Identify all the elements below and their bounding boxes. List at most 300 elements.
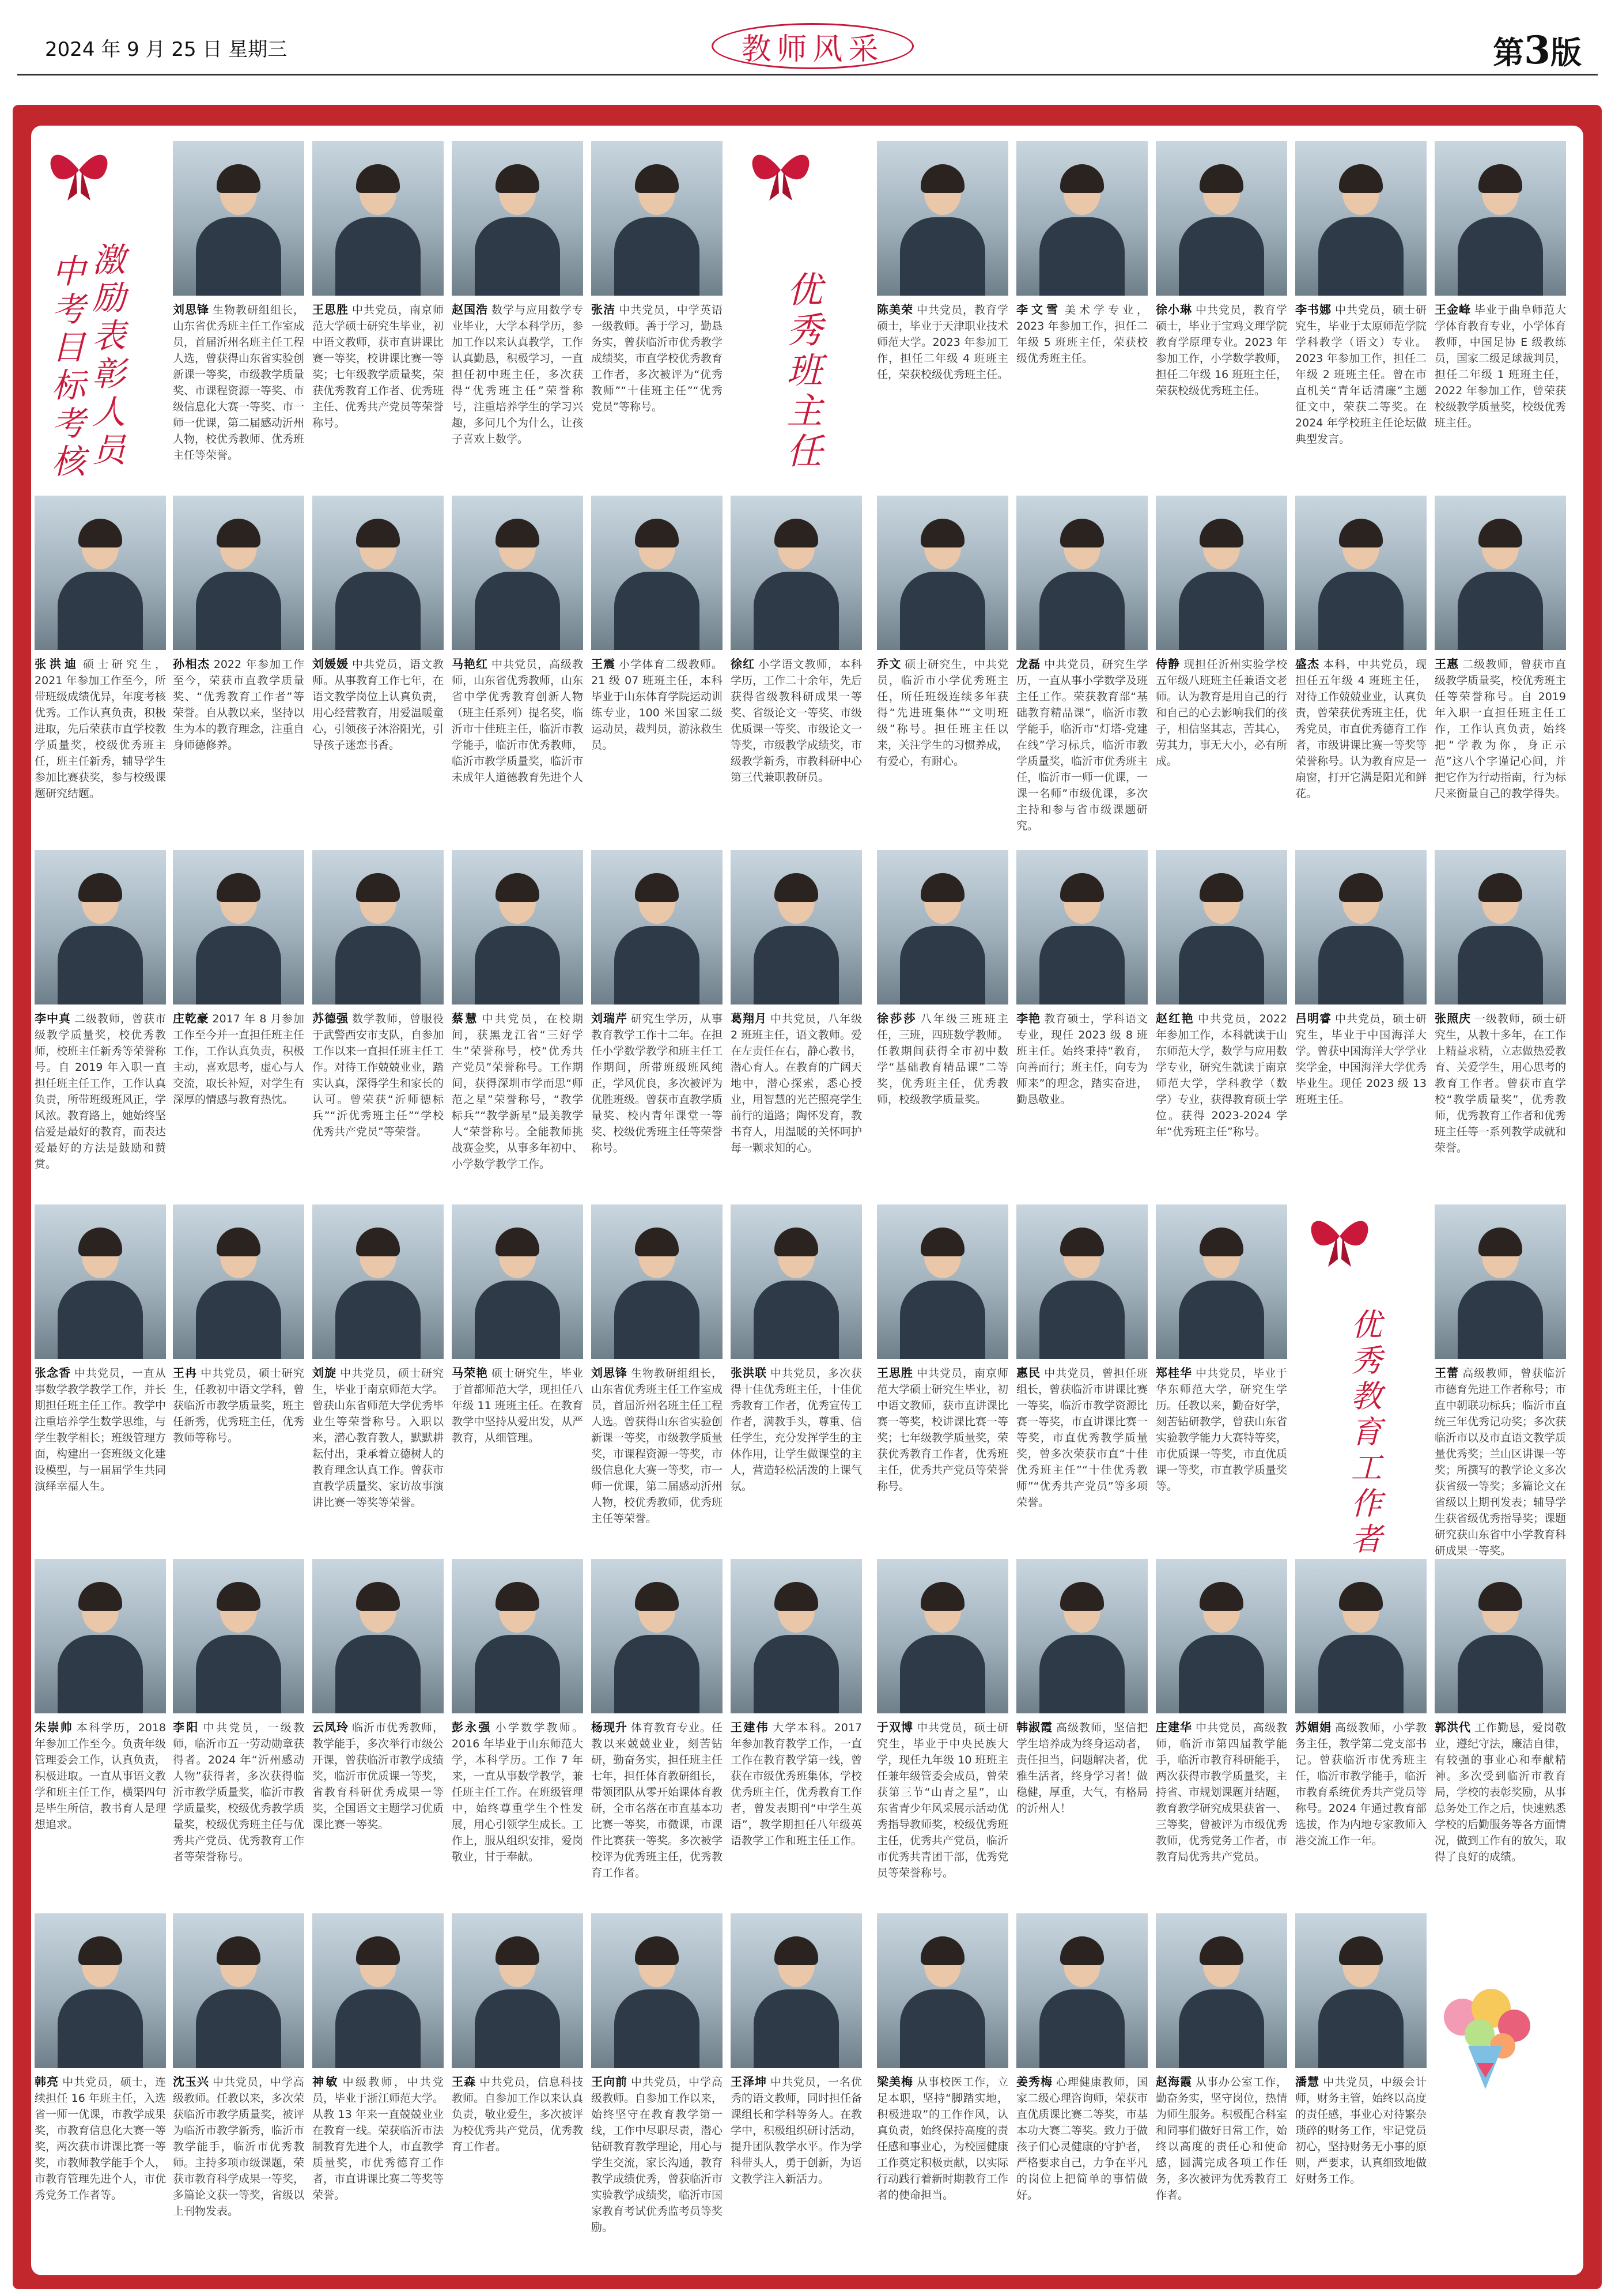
person-card <box>1295 850 1427 1108</box>
person-card <box>1016 1913 1148 2203</box>
portrait-photo <box>731 496 862 650</box>
person-card <box>731 1559 862 1849</box>
portrait-photo <box>591 1204 723 1359</box>
person-card <box>591 496 723 753</box>
person-name: 李中真 <box>35 1011 71 1025</box>
person-card <box>731 1204 862 1494</box>
person-bio-text: 2022 年参加工作至今，荣获市直教学质量奖、“优秀教育工作者”等荣誉。自从教以来，坚持以生为本的教育理念，注重自身师德修养。 <box>173 658 305 752</box>
portrait-photo <box>312 1559 444 1713</box>
person-name: 王蕾 <box>1435 1366 1459 1380</box>
person-name: 张洁 <box>591 303 616 316</box>
person-bio-text: 高级教师，小学教务主任，教学第二党支部书记。曾获临沂市优秀班主任，临沂市教学能手，临沂市教育系统优秀共产党员等称号。2024 年通过教育部选拔，作为内地专家教师入港交流工作一年。 <box>1295 1721 1427 1847</box>
person-bio <box>1295 1010 1427 1108</box>
portrait-photo <box>1295 1559 1427 1713</box>
person-name: 王震 <box>591 657 616 671</box>
portrait-photo <box>1016 850 1148 1004</box>
person-bio-text: 体育教育专业。任教以来兢兢业业，刻苦钻研，勤奋务实，担任班主任七年，担任体育教研组长，带领团队从零开始课体育教研，全市名落在市直基本功比赛一等奖，市微课，市课件比赛获一等奖。多次被学校评为优秀班主任，优秀教育工作者。 <box>591 1721 723 1879</box>
header-rule <box>17 74 1598 75</box>
person-name: 王向前 <box>591 2075 627 2089</box>
person-card <box>591 850 723 1156</box>
person-name: 韩淑霞 <box>1016 1720 1053 1734</box>
portrait-photo <box>452 1559 583 1713</box>
person-bio <box>877 1719 1008 1881</box>
person-bio-text: 大学本科。2017 年参加教育教学工作，一直工作在教育教学第一线，曾获在市级优秀班集体，学校优秀班主任，优秀教育工作者，曾发表期刊“中学生英语”，教学期担任八年级英语教学工作和班主任工作。 <box>731 1721 863 1847</box>
person-bio-text: 一级教师，硕士研究生，从教十多年，在工作上精益求精，立志做热爱教育、关爱学生，用心思考的教育工作者。曾获市直学校“教学质量奖”，优秀教师，优秀教育工作者和优秀班主任等一系列教学成就和荣誉。 <box>1435 1013 1567 1154</box>
person-bio-text: 中共党员，2022 年参加工作，本科就读于山东师范大学，数学与应用数学专业，研究生就读于南京师范大学，学科教学（数学）专业，获得教育硕士学位。获得 2023-2024 学年“优秀班主任”称号。 <box>1156 1013 1288 1138</box>
person-bio <box>1016 656 1148 834</box>
portrait-photo <box>877 141 1008 296</box>
portrait-photo <box>312 1913 444 2068</box>
person-bio <box>1435 301 1566 431</box>
person-bio <box>173 1365 304 1446</box>
portrait-photo <box>877 1559 1008 1713</box>
person-bio-text: 小学数学教师。2016 年毕业于山东师范大学，本科学历。工作 7 年来，一直从事数学教学，兼任班主任工作。在班级管理中，始终尊重学生个性发展，用心引领学生成长。工作上，服从组织安排，爱岗敬业，甘于奉献。 <box>452 1721 584 1863</box>
portrait-photo <box>1435 1204 1566 1359</box>
person-bio-text: 中共党员，研究生学历，一直从事小学数学及班主任工作。荣获教育部“基础教育精品课”，临沂市教学能手，临沂市“灯塔-党建在线”学习标兵，临沂市教学质量奖，临沂市优秀班主任，临沂市一师一优课，一课一名师”市级优课，多次主持和参与省市级课题研究。 <box>1016 658 1148 832</box>
person-bio <box>35 1010 166 1172</box>
portrait-photo <box>1016 1913 1148 2068</box>
person-name: 杨现升 <box>591 1720 627 1734</box>
person-bio-text: 中共党员，语文教师。从事教育工作七年，在语文教学岗位上认真负责，用心经营教育，用爱温暖童心，引领孩子沐浴阳光，引导孩子迷恋书香。 <box>312 658 444 752</box>
person-name: 张洪迪 <box>35 657 80 671</box>
person-bio <box>312 1719 444 1833</box>
person-bio-text: 硕士研究生，毕业于首都师范大学，现担任八年级 11 班班主任。在教育教学中坚持从爱出发，从严教育，从细管理。 <box>452 1367 584 1444</box>
person-card <box>1295 141 1427 447</box>
portrait-photo <box>1435 850 1566 1004</box>
person-bio-text: 中共党员，中级会计师，财务主管，始终以高度的责任感，事业心对待繁杂琐碎的财务工作，牢记党员初心，坚持财务无小事的原则，严要求，认真细致地做好财务工作。 <box>1295 2076 1427 2185</box>
page-suffix: 版 <box>1550 34 1582 71</box>
person-card <box>1435 141 1566 431</box>
person-name: 陈美荣 <box>877 303 913 316</box>
person-name: 沈玉兴 <box>173 2075 209 2089</box>
person-card <box>877 141 1008 383</box>
person-bio <box>312 1365 444 1510</box>
person-bio-text: 中共党员，信息科技教师。自参加工作以来认真负责，敬业爱生，多次被评为校优秀共产党员，优秀教育工作者。 <box>452 2076 584 2153</box>
person-name: 苏媚娟 <box>1295 1720 1332 1734</box>
person-name: 郑桂华 <box>1156 1366 1192 1380</box>
person-name: 徐莎莎 <box>877 1011 917 1025</box>
person-card <box>35 850 166 1172</box>
person-bio-text: 中共党员，硕士研究生，毕业于太原师范学院学科教学（语文）专业。2023 年参加工作，担任二年级 2 班班主任。曾在市直机关“青年话清廉”主题征文中，荣获二等奖。在 2024 年学校班主任论坛做典型发言。 <box>1295 304 1427 445</box>
person-card <box>731 1913 862 2187</box>
person-bio <box>1156 1010 1287 1140</box>
person-bio <box>452 301 583 447</box>
person-bio-text: 中共党员，硕士研究生，任教初中语文学科，曾获临沂市教学质量奖，班主任新秀，优秀班主任，优秀教师等称号。 <box>173 1367 305 1444</box>
issue-date: 2024 年 9 月 25 日 星期三 <box>45 38 288 61</box>
person-card <box>173 1559 304 1865</box>
portrait-photo <box>731 1913 862 2068</box>
person-card <box>173 1204 304 1446</box>
person-name: 张念香 <box>35 1366 71 1380</box>
person-bio-text: 硕士研究生，中共党员，临沂市小学优秀班主任，所任班级连续多年获得“先进班集体”“文明班级”称号。担任班主任以来，关注学生的习惯养成，有爱心，有耐心。 <box>877 658 1009 768</box>
person-card <box>1156 496 1287 769</box>
person-bio-text: 工作勤恳，爱岗敬业，遵纪守法，廉洁自律，有较强的事业心和奉献精神。多次受到临沂市教育局，学校的表彰奖励，从事总务处工作之后，快速熟悉学校的后勤服务等各方面情况，做到工作有的放矢，取得了良好的成绩。 <box>1435 1721 1567 1863</box>
person-name: 潘慧 <box>1295 2075 1320 2089</box>
person-card <box>1016 141 1148 367</box>
educator-title: 优秀教育工作者 <box>1346 1308 1382 1558</box>
person-name: 王建伟 <box>731 1720 769 1734</box>
person-bio-text: 中共党员，南京师范大学硕士研究生毕业，初中语文教师，获市直讲课比赛一等奖，校讲课比赛一等奖；七年级教学质量奖，荣获优秀教育工作者、优秀班主任、优秀共产党员等荣誉称号。 <box>312 304 444 429</box>
person-bio <box>1295 301 1427 447</box>
person-bio-text: 美术学专业，2023 年参加工作，担任二年级 5 班班主任，荣获校级优秀班主任。 <box>1016 304 1148 365</box>
portrait-photo <box>1016 1559 1148 1713</box>
person-card <box>1156 1913 1287 2203</box>
person-bio <box>1435 656 1566 802</box>
person-card <box>1295 1559 1427 1849</box>
person-bio <box>35 1719 166 1833</box>
person-card <box>591 1913 723 2235</box>
portrait-photo <box>1156 850 1287 1004</box>
person-name: 赵海霞 <box>1156 2075 1192 2089</box>
person-bio-text: 中共党员，多次获得十佳优秀班主任，十佳优秀教育工作者，优秀宣传工作者，满教手头，尊重、信任学生，充分发挥学生的主体作用，让学生做课堂的主人，营造轻松活泼的上课气氛。 <box>731 1367 863 1493</box>
person-bio <box>1016 1719 1148 1817</box>
portrait-photo <box>312 141 444 296</box>
portrait-photo <box>731 850 862 1004</box>
person-card <box>877 1913 1008 2203</box>
person-card <box>312 141 444 431</box>
portrait-photo <box>1016 1204 1148 1359</box>
person-bio-text: 本科，中共党员，现担任五年级 4 班班主任，对待工作兢兢业业，认真负责，曾荣获优秀班主任，优秀党员，市直优秀德育工作者，市级讲课比赛一等奖等荣誉称号。认为教育应是一扇窗，打开它满是阳光和鲜花。 <box>1295 658 1427 800</box>
person-name: 李文雪 <box>1016 303 1061 316</box>
person-name: 王惠 <box>1435 657 1459 671</box>
portrait-photo <box>591 1913 723 2068</box>
portrait-photo <box>35 1559 166 1713</box>
ribbon-bow-icon <box>41 138 116 202</box>
portrait-photo <box>173 141 304 296</box>
person-card <box>452 496 583 786</box>
person-name: 姜秀梅 <box>1016 2075 1053 2089</box>
portrait-photo <box>1156 1204 1287 1359</box>
portrait-photo <box>452 496 583 650</box>
portrait-photo <box>591 141 723 296</box>
person-bio <box>1156 1365 1287 1494</box>
portrait-photo <box>35 496 166 650</box>
person-card <box>35 1913 166 2203</box>
person-name: 乔文 <box>877 657 902 671</box>
portrait-photo <box>1435 1559 1566 1713</box>
person-card <box>1156 1559 1287 1865</box>
person-name: 苏德强 <box>312 1011 349 1025</box>
person-name: 李书娜 <box>1295 303 1332 316</box>
person-card <box>1156 850 1287 1140</box>
portrait-photo <box>173 496 304 650</box>
person-bio-text: 二级教师，曾获市级教学质量奖，校优秀教师，校班主任新秀等荣誉称号。自 2019 年入职一直担任班主任工作，工作认真负责，所带班级班风正，学风浓。教育路上，她始终坚信爱是最好的教育，而表达爱最好的方法是鼓励和赞赏。 <box>35 1013 167 1170</box>
person-bio <box>731 656 862 786</box>
person-bio-text: 中共党员，硕士研究生，毕业于中国海洋大学。曾获中国海洋大学学业奖学金，中国海洋大学优秀毕业生。现任 2023 级 13 班班主任。 <box>1295 1013 1427 1106</box>
person-bio <box>173 2074 304 2219</box>
person-bio-text: 中共党员，一名优秀的语文教师，同时担任备课组长和学科等务人。在教学中，积极组织研讨活动，提升团队教学水平。作为学科带头人，勇于创新，为语文教学注入新活力。 <box>731 2076 863 2185</box>
person-bio-text: 高级教师，曾获临沂市德育先进工作者称号；市直中朝联功标兵；临沂市直统三年优秀记功奖；多次获临沂市以及市直语文教学质量优秀奖；兰山区讲课一等奖；所撰写的教学论文多次获省级一等奖；多篇论文在省级以上期刊发表；辅导学生获省级优秀指导奖；课题研究获山东省中小学教育科研成果一等奖。 <box>1435 1367 1567 1557</box>
person-bio <box>1016 2074 1148 2203</box>
portrait-photo <box>173 850 304 1004</box>
person-bio-text: 中共党员，中学高级教师。任教以来，多次荣获临沂市教学质量奖，被评为临沂市教学新秀，临沂市教学能手，临沂市优秀教师。主持多项市级课题，荣获市教育科学成果一等奖，多篇论文获一等奖，省级以上刊物发表。 <box>173 2076 305 2218</box>
person-bio <box>173 1719 304 1865</box>
person-bio <box>877 2074 1008 2203</box>
person-card <box>1156 1204 1287 1494</box>
person-name: 龙磊 <box>1016 657 1041 671</box>
person-bio-text: 生物教研组组长，山东省优秀班主任工作室成员，首届沂州名班主任工程人选。曾获得山东省实验创新课一等奖，市级教学质量奖，市课程资源一等奖，市级信息化大赛一等奖，市一师一优课，第二届感动沂州人物，校优秀教师，优秀班主任等荣誉。 <box>591 1367 723 1525</box>
incentive-title: 激励表彰人员 <box>86 242 126 470</box>
person-bio <box>591 656 723 753</box>
person-bio <box>173 301 304 463</box>
portrait-photo <box>877 1204 1008 1359</box>
person-bio-text: 中共党员，中学高级教师。自参加工作以来，始终坚守在教育教学第一线，工作中尽职尽责，潜心钻研教育教学理论，用心与学生交流，家长沟通，教育教学成绩优秀，曾获临沂市实验教学成绩奖，临沂市国家教育考试优秀监考员等奖励。 <box>591 2076 723 2234</box>
person-card <box>173 496 304 753</box>
portrait-photo <box>1295 496 1427 650</box>
portrait-photo <box>1295 1913 1427 2068</box>
portrait-photo <box>173 1559 304 1713</box>
person-card <box>173 850 304 1108</box>
person-bio <box>452 1365 583 1446</box>
person-name: 郭洪代 <box>1435 1720 1471 1734</box>
portrait-photo <box>35 850 166 1004</box>
person-name: 惠民 <box>1016 1366 1041 1380</box>
person-bio-text: 研究生学历，从事教育教学工作十二年。在担任小学数学教学和班主任工作期间，所带班级班风纯正，学风优良，多次被评为优胜班级。曾获市直教学质量奖、校内青年课堂一等奖、校级优秀班主任等荣誉称号。 <box>591 1013 723 1154</box>
person-name: 李艳 <box>1016 1011 1041 1025</box>
person-name: 葛翔月 <box>731 1011 767 1025</box>
person-bio-text: 中级教师，中共党员，毕业于浙江师范大学。从教 13 年来一直兢兢业业在教育一线。荣获临沂市法制教育先进个人，市直教学质量奖，市优秀德育工作者，市直讲课比赛二等奖等荣誉。 <box>312 2076 444 2201</box>
person-bio-text: 高级教师，坚信把学生培养成为终身运动者，责任担当，问题解决者，优雅生活者，终身学习者！做稳健，厚重，大气，有格局的沂州人！ <box>1016 1721 1148 1815</box>
portrait-photo <box>1156 496 1287 650</box>
portrait-photo <box>35 1913 166 2068</box>
portrait-photo <box>1156 141 1287 296</box>
person-name: 吕明睿 <box>1295 1011 1332 1025</box>
person-bio-text: 中共党员，一直从事数学教学教学工作，并长期担任班主任工作。教学中注重培养学生数学思维，与学生教学相长；班级管理方面，构建出一套班级文化建设模型，与一届届学生共同演绎幸福人生。 <box>35 1367 167 1493</box>
person-name: 神敏 <box>312 2075 339 2089</box>
person-bio <box>731 1365 862 1494</box>
person-card <box>1016 496 1148 834</box>
person-bio-text: 中共党员，曾担任班组长，曾获临沂市讲课比赛一等奖，临沂市教学资源比赛一等奖，市直讲课比赛一等奖，市直优秀教学质量奖，曾多次荣获市直“十佳优秀班主任”“十佳优秀教师”“优秀共产党员”等多项荣誉。 <box>1016 1367 1148 1509</box>
person-bio-text: 现担任沂州实验学校五年级八班班主任兼语文老师。认为教育是用自己的行和自己的心去影响我们的孩子，相信坚其志，苦其心，劳其力，事无大小，必有所成。 <box>1156 658 1288 768</box>
person-bio <box>591 301 723 415</box>
portrait-photo <box>452 141 583 296</box>
person-card <box>173 141 304 463</box>
portrait-photo <box>877 496 1008 650</box>
person-bio <box>591 1719 723 1881</box>
person-card <box>452 850 583 1172</box>
portrait-photo <box>1435 496 1566 650</box>
person-card <box>1016 850 1148 1108</box>
portrait-photo <box>591 1559 723 1713</box>
person-name: 李阳 <box>173 1720 200 1734</box>
person-bio <box>312 301 444 431</box>
person-name: 刘旋 <box>312 1366 337 1380</box>
person-name: 赵国浩 <box>452 303 488 316</box>
portrait-photo <box>731 1559 862 1713</box>
person-card <box>35 1559 166 1833</box>
person-name: 徐小琳 <box>1156 303 1192 316</box>
person-card <box>591 1204 723 1527</box>
person-bio-text: 小学体育二级教师。21 级 07 班班主任，本科毕业于山东体育学院运动训练专业，100 米国家二级运动员，裁判员，游泳救生员。 <box>591 658 723 752</box>
person-card <box>312 1559 444 1833</box>
portrait-photo <box>1016 496 1148 650</box>
portrait-photo <box>173 1204 304 1359</box>
person-card <box>877 1559 1008 1881</box>
person-name: 王森 <box>452 2075 476 2089</box>
person-bio <box>452 2074 583 2155</box>
person-card <box>591 141 723 415</box>
person-bio <box>1016 301 1148 367</box>
person-bio-text: 中共党员，硕士，连续担任 16 年班主任，入选省一师一优课，市教学成果奖，市教育信息化大赛一等奖，两次获市讲课比赛一等奖，市教师教学能手个人，市教育管理先进个人，市优秀党务工作者等。 <box>35 2076 167 2201</box>
person-bio <box>1156 656 1287 769</box>
person-card <box>452 141 583 447</box>
person-name: 盛杰 <box>1295 657 1320 671</box>
person-bio-text: 中共党员，教育学硕士，毕业于宝鸡文理学院教育学原理专业。2023 年参加工作，小学数学教师，担任二年级 16 班班主任，荣获校级优秀班主任。 <box>1156 304 1288 397</box>
person-bio-text: 二级教师，曾获市直级教学质量奖，校优秀班主任等荣誉称号。自 2019 年入职一直担任班主任工作，工作认真负责，始终把“学教为你，身正示范”这八个字谨记心间，并把它作为行动指南，行为标尺来衡量自己的教学得失。 <box>1435 658 1567 800</box>
person-name: 刘瑞芹 <box>591 1011 627 1025</box>
portrait-photo <box>35 1204 166 1359</box>
person-bio-text: 数学与应用数学专业毕业，大学本科学历，参加工作以来认真教学，工作认真勤恳，积极学习，一直担任初中班主任，多次获得“优秀班主任”荣誉称号，注重培养学生的学习兴趣，多问几个为什么，让孩子喜欢上数学。 <box>452 304 584 445</box>
portrait-photo <box>452 1204 583 1359</box>
person-name: 侍静 <box>1156 657 1181 671</box>
person-bio-text: 中共党员，教育学硕士，毕业于天津职业技术师范大学。2023 年参加工作，担任二年级 4 班班主任，荣获校级优秀班主任。 <box>877 304 1009 381</box>
person-name: 王冉 <box>173 1366 198 1380</box>
person-bio <box>1295 656 1427 802</box>
person-name: 蔡慧 <box>452 1011 479 1025</box>
page-prefix: 第 <box>1493 34 1525 71</box>
person-bio-text: 小学语文教师，本科学历，工作二十余年，先后获得省级教科研成果一等奖、省级论文一等奖、市级优质课一等奖、市级论文一等奖，市级教学成绩奖，市级教学新秀，市教科研中心第三代兼职教研员。 <box>731 658 863 784</box>
person-card <box>1016 1204 1148 1510</box>
person-card <box>877 1204 1008 1494</box>
person-bio <box>877 1010 1008 1108</box>
person-bio <box>1156 301 1287 399</box>
portrait-photo <box>173 1913 304 2068</box>
person-name: 张洪联 <box>731 1366 767 1380</box>
person-bio-text: 中共党员，毕业于华东师范大学，研究生学历。任教以来，勤奋好学，刻苦钻研教学，曾获山东省实验教学能力大赛特等奖，市优质课一等奖，市直优质课一等奖，市直教学质量奖等。 <box>1156 1367 1288 1493</box>
incentive-subtitle: 中考目标考核 <box>46 254 85 482</box>
person-bio-text: 2017 年 8 月参加工作至今并一直担任班主任工作，工作认真负责，积极主动，喜欢思考，虚心与人交流，取长补短，对学生有深厚的情感与教育热忱。 <box>173 1013 305 1106</box>
person-card <box>1435 1559 1566 1865</box>
person-bio <box>1295 1719 1427 1849</box>
person-bio <box>1156 1719 1287 1865</box>
person-bio <box>452 1010 583 1172</box>
person-card <box>35 496 166 802</box>
person-bio <box>877 656 1008 769</box>
class-teacher-title: 优秀班主任 <box>781 271 823 473</box>
person-bio <box>1435 1365 1566 1559</box>
portrait-photo <box>1435 141 1566 296</box>
person-card <box>452 1559 583 1865</box>
person-bio-text: 数学教师，曾服役于武警西安市支队，自参加工作以来一直担任班主任工作。对待工作兢兢业业，踏实认真，深得学生和家长的认可。曾荣获“沂师德标兵”“沂优秀班主任”“学校优秀共产党员”等荣誉。 <box>312 1013 444 1138</box>
person-bio <box>1156 2074 1287 2203</box>
person-card <box>312 1204 444 1510</box>
portrait-photo <box>591 850 723 1004</box>
person-bio <box>877 1365 1008 1494</box>
person-bio <box>591 1365 723 1527</box>
person-bio-text: 毕业于曲阜师范大学体育教育专业，小学体育教师，中国足协 E 级教练员，国家二级足球裁判员，担任二年级 1 班班主任，2022 年参加工作，曾荣获校级教学质量奖，校级优秀班主任。 <box>1435 304 1567 429</box>
section-title: 教师风采 <box>712 23 914 69</box>
ribbon-bow-icon <box>743 138 818 202</box>
person-bio-text: 中共党员，硕士研究生，毕业于中央民族大学，现任九年级 10 班班主任兼年级管委会成员，曾荣获第三节“山青之星”，山东省青少年风采展示活动优秀指导教师奖，校级优秀班主任，优秀共产党员，临沂市优秀共青团干部，优秀党员等荣誉称号。 <box>877 1721 1009 1879</box>
person-bio <box>173 656 304 753</box>
portrait-photo <box>312 1204 444 1359</box>
person-card <box>173 1913 304 2219</box>
person-name: 孙相杰 <box>173 657 210 671</box>
portrait-photo <box>312 496 444 650</box>
portrait-photo <box>452 1913 583 2068</box>
person-bio-text: 中共党员，高级教师，山东省优秀教师，山东省中学优秀教育创新人物（班主任系列）提名奖，临沂市十佳班主任，临沂市教学能手，临沂市优秀教师，临沂市教学质量奖，临沂市未成年人道德教育先进个人 <box>452 658 584 784</box>
person-bio <box>35 656 166 802</box>
person-card <box>877 850 1008 1108</box>
person-bio <box>1016 1365 1148 1510</box>
person-bio-text: 中共党员，中学英语一级教师。善于学习，勤恳务实，曾获临沂市优秀教学成绩奖，市直学校优秀教育工作者，多次被评为“优秀教师”“十佳班主任”“优秀党员”等称号。 <box>591 304 723 413</box>
person-bio-text: 八年级三班班主任，三班，四班数学教师。任教期间获得全市初中数学“基础教育精品课”二等奖，优秀班主任，优秀教师，校级教学质量奖。 <box>877 1013 1009 1106</box>
person-card <box>1295 1913 1427 2187</box>
person-card <box>1156 141 1287 399</box>
person-bio <box>731 1719 862 1849</box>
person-bio-text: 硕士研究生，2021 年参加工作至今，所带班级成绩优异，年度考核优秀。工作认真负责，积极进取，先后荣获市直学校教学质量奖，校级优秀班主任，班主任新秀，辅导学生参加比赛获奖，参与校级课题研究结题。 <box>35 658 167 800</box>
person-name: 刘媛媛 <box>312 657 349 671</box>
portrait-photo <box>312 850 444 1004</box>
person-name: 徐红 <box>731 657 755 671</box>
person-name: 庄建华 <box>1156 1720 1192 1734</box>
person-name: 刘思锋 <box>591 1366 627 1380</box>
person-name: 王思胜 <box>312 303 349 316</box>
person-name: 庄乾豪 <box>173 1011 209 1025</box>
person-bio-text: 中共党员，一级教师，临沂市五一劳动勋章获得者。2024 年“沂州感动人物”获得者，多次获得临沂市教学质量奖，临沂市教学质量奖，校级优秀教学质量奖，校级优秀班主任与优秀共产党员、优秀教育工作者等荣誉称号。 <box>173 1721 305 1863</box>
page-number <box>1493 28 1582 73</box>
person-bio <box>731 2074 862 2187</box>
person-name: 于双博 <box>877 1720 913 1734</box>
person-bio <box>1016 1010 1148 1108</box>
flower-bouquet-icon <box>1428 1977 1543 2092</box>
person-bio-text: 临沂市优秀教师，教学能手，多次举行市级公开课，曾获临沂市教学成绩奖，临沂市优质课一等奖，省教育科研优秀成果一等奖，全国语文主题学习优质课比赛一等奖。 <box>312 1721 444 1831</box>
person-card <box>1016 1559 1148 1817</box>
person-name: 刘思锋 <box>173 303 209 316</box>
portrait-photo <box>731 1204 862 1359</box>
portrait-photo <box>1295 141 1427 296</box>
page-number-value: 3 <box>1524 28 1550 73</box>
person-card <box>312 1913 444 2203</box>
person-card <box>731 850 862 1156</box>
person-bio-text: 本科学历，2018 年参加工作至今。负责年级管理委会工作，认真负责，积极进取。一直从事语文教学和班主任工作，横渠四句是毕生所信，教书育人是理想追求。 <box>35 1721 167 1831</box>
person-card <box>312 850 444 1140</box>
person-name: 梁美梅 <box>877 2075 913 2089</box>
person-name: 王泽坤 <box>731 2075 767 2089</box>
person-bio <box>591 2074 723 2235</box>
portrait-photo <box>1156 1913 1287 2068</box>
person-bio <box>731 1010 862 1156</box>
person-bio-text: 中共党员，高级教师，临沂市第四届教学能手，临沂市教育科研能手，两次获得市教学质量奖，主持省、市规划课题并结题，教育教学研究成果获省一、三等奖，曾被评为市级优秀教师，优秀党务工作者，市教育局优秀共产党员。 <box>1156 1721 1288 1863</box>
portrait-photo <box>452 850 583 1004</box>
person-bio <box>35 2074 166 2203</box>
person-card <box>877 496 1008 769</box>
person-bio-text: 中共党员，硕士研究生，毕业于南京师范大学。曾获山东省师范大学优秀毕业生等荣誉称号。入职以来，潜心教育教人，默默耕耘付出，秉承着立德树人的教育理念认真工作。曾获市直教学质量奖、家访故事演讲比赛一等奖等荣誉。 <box>312 1367 444 1509</box>
person-bio <box>173 1010 304 1108</box>
person-name: 彭永强 <box>452 1720 492 1734</box>
person-name: 云凤玲 <box>312 1720 349 1734</box>
person-name: 朱崇帅 <box>35 1720 73 1734</box>
portrait-photo <box>1156 1559 1287 1713</box>
person-name: 王金峰 <box>1435 303 1471 316</box>
person-name: 张照庆 <box>1435 1011 1471 1025</box>
portrait-photo <box>591 496 723 650</box>
person-bio <box>312 1010 444 1140</box>
person-bio <box>1295 2074 1427 2187</box>
person-card <box>591 1559 723 1881</box>
person-bio <box>35 1365 166 1494</box>
portrait-photo <box>1295 850 1427 1004</box>
person-bio-text: 从事办公室工作，勤奋务实，坚守岗位，热情为师生服务。积极配合科室和同事们做好日常工作，始终以高度的责任心和使命感，圆满完成各项工作任务，多次被评为优秀教育工作者。 <box>1156 2076 1288 2201</box>
person-bio <box>1435 1719 1566 1865</box>
portrait-photo <box>877 850 1008 1004</box>
person-card <box>1435 1204 1566 1559</box>
person-card <box>1435 496 1566 802</box>
person-bio <box>452 656 583 786</box>
person-card <box>1435 850 1566 1156</box>
person-bio <box>1435 1010 1566 1156</box>
person-bio-text: 中共党员，八年级 2 班班主任，语文教师。爱在左责任在右，静心教书，潜心育人。在教育的广阔天地中，潜心探索，悉心授业，用智慧的光芒照亮学生前行的道路；陶怀发育，教书育人，用温暖的关怀呵护每一颗求知的心。 <box>731 1013 863 1154</box>
